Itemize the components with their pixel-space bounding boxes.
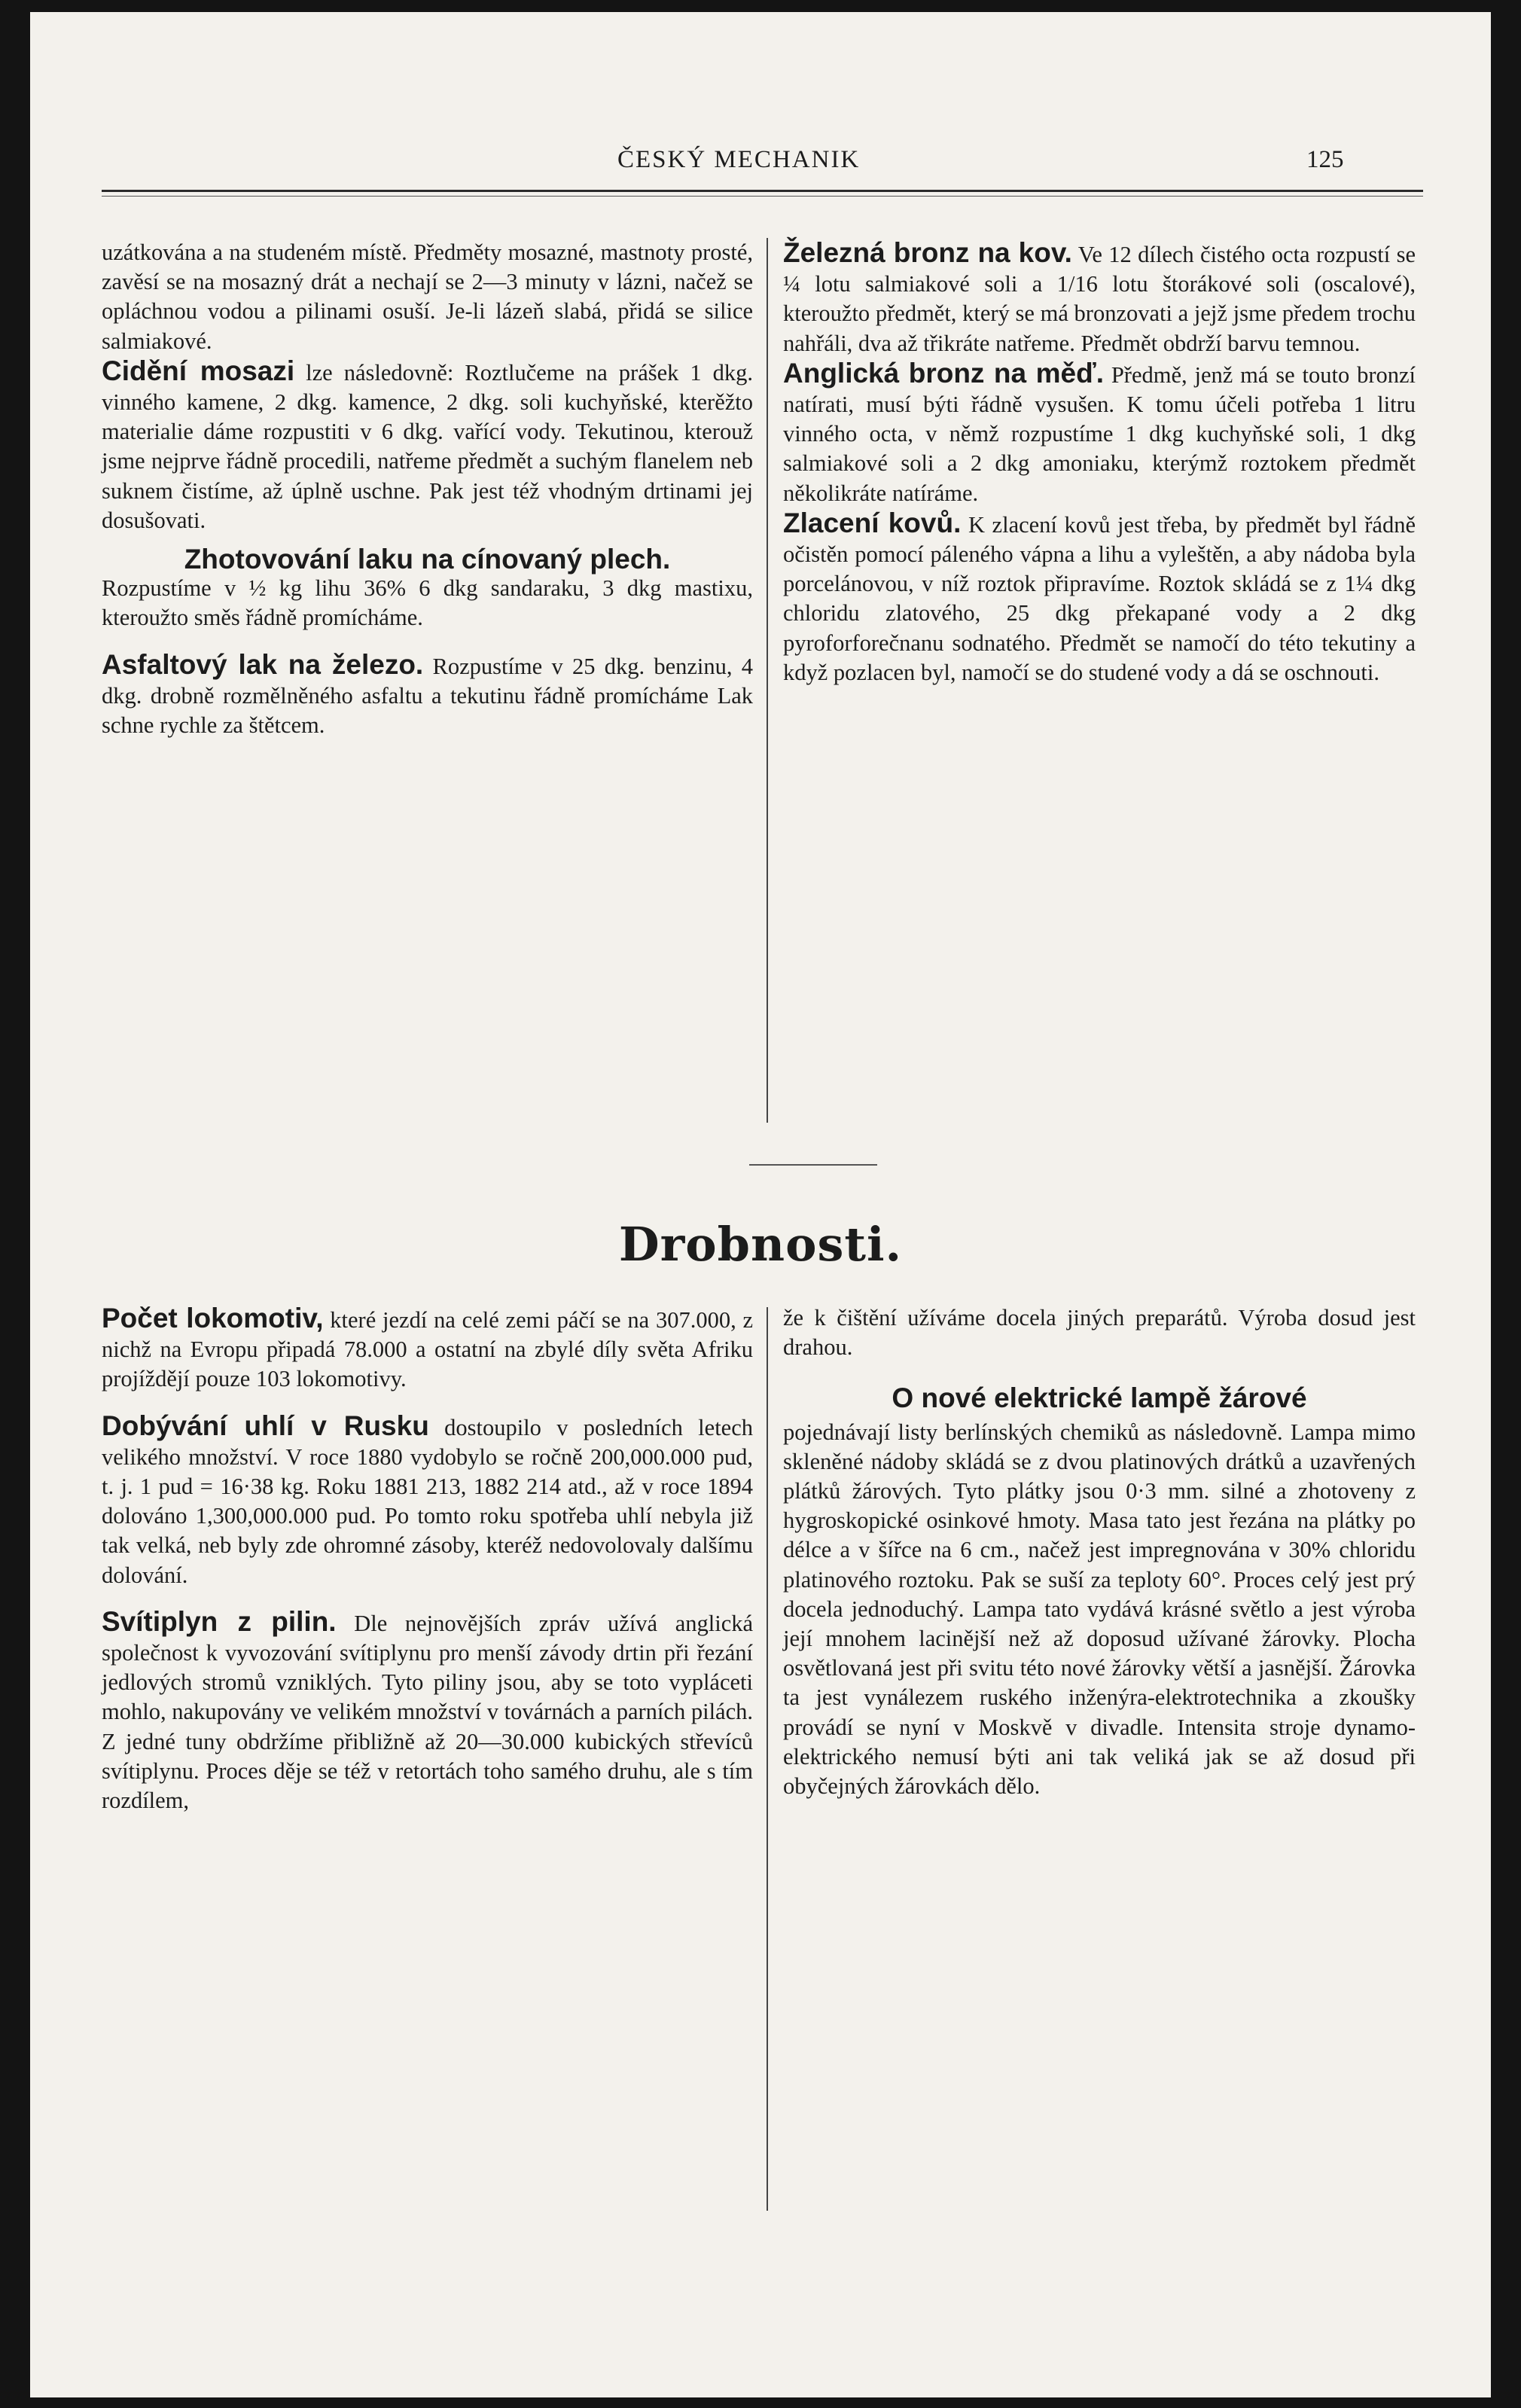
- section-text: K zlacení kovů jest třeba, by předmět byl řádně očistěn pomocí páleného vápna a lihu a vyleštěn, a aby nádoba byla porcelánovou, v níž roztok připravíme. Roztok skládá se z 1¼ dkg chloridu zlatového, 25 dkg překapané vody a 2 dkg pyroforforečnanu sodnatého. Předmět se namočí do této tekutiny a když pozlacen byl, namočí se do studené vody a dá se oschnouti.: [783, 511, 1416, 685]
- section-gilding-metals: [783, 508, 1416, 687]
- section-heading: Železná bronz na kov.: [783, 237, 1072, 268]
- header-rule: [102, 190, 1423, 192]
- section-heading: Zlacení kovů.: [783, 507, 962, 538]
- section-text: Předmě, jenž má se touto bronzí natírati, musí býti řádně vysušen. K tomu účeli potřeba 1 litru vinného octa, v němž rozpustíme 1 dkg kuchyňské soli, 1 dkg salmiakové soli a 2 dkg amoniaku, kterýmž roztokem předmět několikráte natíráme.: [783, 361, 1416, 506]
- section-text: pojednávají listy berlínských chemiků as následovně. Lampa mimo skleněné nádoby skládá se z dvou platinových drátků a uzavřených plátků žárových. Tyto plátky jsou 0·3 mm. silné a zhotoveny z hygroskopické osinkové hmoty. Masa tato jest řezána na plátky po délce a v šířce na 6 cm., načež jest impregnována v 30% chloridu platinového roztoku. Pak se suší za teploty 60°. Proces celý jest prý docela jednoduchý. Lampa tato vydává krásné světlo a jest výroba její mnohem lacinější než až doposud užívané žárovky. Plocha osvětlovaná jest při svitu této nové žárovky větší a jasnější. Žárovka ta jest vynálezem ruského inženýra-elektrotechnika a zkoušky provádí se nyní v Moskvě v divadle. Intensita stroje dynamo-elektrického nemusí býti ani tak veliká jak se až dosud při obyčejných žárovkách dělo.: [783, 1419, 1416, 1800]
- section-lacquer-tinplate: [102, 544, 753, 633]
- column-divider: [767, 1307, 768, 2211]
- section-text: které jezdí na celé zemi páčí se na 307.000, z nichž na Evropu připadá 78.000 a ostatní na zbylé díly světa Afriku projíždějí pouze 103 lokomotivy.: [102, 1307, 754, 1392]
- paragraph-text: že k čištění užíváme docela jiných preparátů. Výroba dosud jest drahou.: [783, 1305, 1416, 1361]
- bottom-right-column: [783, 1303, 1416, 1801]
- header-rule-thin: [102, 196, 1423, 197]
- section-heading: Počet lokomotiv,: [102, 1303, 324, 1334]
- section-text: dostoupilo v posledních letech velikého množství. V roce 1880 vydobylo se ročně 200,000.000 pud, t. j. 1 pud = 16·38 kg. Roku 1881 213, 1882 214 atd., až v roce 1894 dolováno 1,300,000.000 pud. Po tomto roku spotřeba uhlí nebyla již tak velká, neb byly zde ohromné zásoby, kteréž nedovolovaly dalšímu dolování.: [102, 1414, 753, 1588]
- section-heading: Dobývání uhlí v Rusku: [102, 1410, 429, 1441]
- section-heading: Cidění mosazi: [102, 355, 295, 386]
- section-asphalt-lacquer: [102, 650, 753, 741]
- page-number: 125: [1306, 146, 1344, 173]
- section-heading: Anglická bronz na měď.: [783, 357, 1104, 389]
- running-header-title: ČESKÝ MECHANIK: [617, 146, 861, 173]
- section-english-bronze: [783, 358, 1416, 508]
- section-gas-sawdust: [102, 1607, 753, 1815]
- page: [30, 12, 1491, 2397]
- section-heading: Asfaltový lak na železo.: [102, 648, 424, 680]
- section-cleaning-brass: [102, 356, 753, 535]
- section-text: Dle nejnovějších zpráv užívá anglická společnost k vyvozování svítiplynu pro menší závody drtin při řezání jedlových stromů vzniklých. Tyto piliny jsou, aby se toto vypláceti mohlo, nakupovány ve velikém množství v továrnách a parních pilách. Z jedné tuny obdržíme přibližně až 20—30.000 kubických střevíců svítiplynu. Proces děje se též v retortách toho samého druhu, ale s tím rozdílem,: [102, 1610, 754, 1814]
- section-text: lze následovně: Roztlučeme na prášek 1 dkg. vinného kamene, 2 dkg. kamence, 2 dkg. soli kuchyňské, kterěžto materialie dáme rozpustiti v 6 dkg. vařící vody. Tekutinou, kterouž jsme nejprve řádně procedili, natřeme předmět a suchým flanelem neb suknem čistíme, až úplně uschne. Pak jest též vhodným drtinami jej dosušovati.: [102, 359, 754, 533]
- section-heading: Svítiplyn z pilin.: [102, 1605, 337, 1637]
- section-electric-lamp: [783, 1383, 1416, 1801]
- bottom-left-column: [102, 1303, 753, 1815]
- top-right-column: [783, 238, 1416, 687]
- section-coal-russia: [102, 1411, 753, 1590]
- section-text: Rozpustíme v 25 dkg. benzinu, 4 dkg. drobně rozmělněného asfaltu a tekutinu řádně promícháme Lak schne rychle za štětcem.: [102, 653, 754, 739]
- section-title: Drobnosti.: [618, 1217, 903, 1272]
- top-left-column: [102, 238, 753, 740]
- column-divider: [767, 238, 768, 1123]
- section-heading: Zhotovování laku na cínovaný plech.: [184, 544, 671, 575]
- section-heading: O nové elektrické lampě žárové: [892, 1382, 1307, 1414]
- section-locomotives: [102, 1303, 753, 1395]
- section-iron-bronze: [783, 238, 1416, 358]
- section-text: Rozpustíme v ½ kg lihu 36% 6 dkg sandaraku, 3 dkg mastixu, kteroužto směs řádně promícháme.: [102, 575, 753, 631]
- paragraph-continuation: [783, 1303, 1416, 1362]
- paragraph-intro: [102, 238, 753, 356]
- section-separator: [749, 1164, 877, 1166]
- section-text: Ve 12 dílech čistého octa rozpustí se ¼ lotu salmiakové soli a 1/16 lotu štorákové soli (oscalové), kteroužto předmět, který se má bronzovati a jejž jsme předem trochu nahřáli, dva až třikráte natřeme. Předmět obdrží barvu temnou.: [783, 242, 1416, 356]
- paragraph-text: uzátkována a na studeném místě. Předměty mosazné, mastnoty prosté, zavěsí se na mosazný drát a nechají se 2—3 minuty v lázni, načež se opláchnou vodou a pilinami osuší. Je-li lázeň slabá, přidá se silice salmiakové.: [102, 239, 753, 354]
